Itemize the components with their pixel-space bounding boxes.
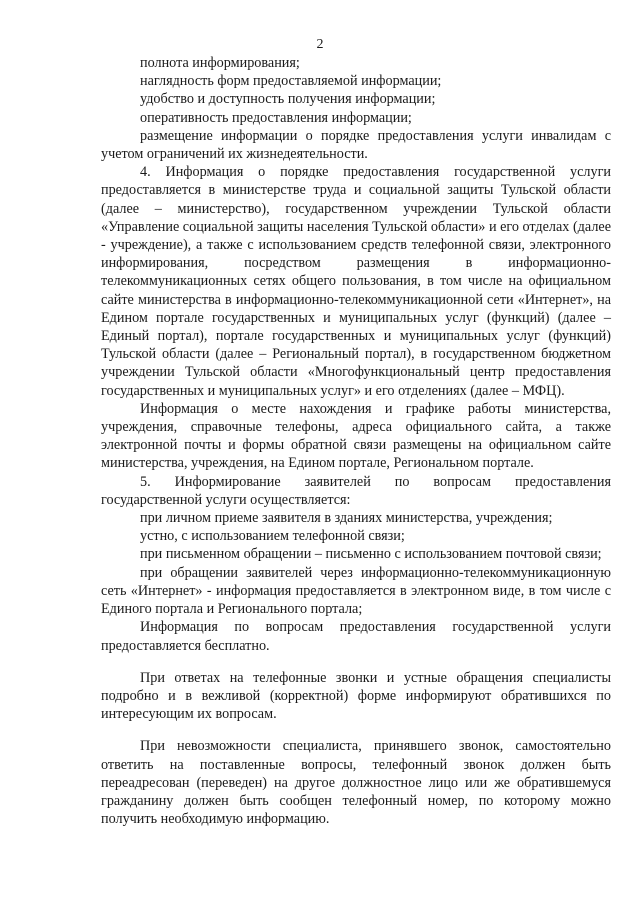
page-number: 2 xyxy=(316,37,324,52)
list-item: полнота информирования; xyxy=(140,55,300,71)
list-item: наглядность форм предоставляемой информации; xyxy=(140,73,442,90)
paragraph: При ответах на телефонные звонки и устные обращения специалисты подробно и в вежливой (корректной) форме информируют обратившихся по интересующим их вопросам. xyxy=(101,669,611,723)
paragraph: Информация по вопросам предоставления государственной услуги предоставляется бесплатно. xyxy=(101,619,611,654)
list-item: устно, с использованием телефонной связи; xyxy=(140,528,405,545)
document-body xyxy=(101,54,611,828)
paragraph: 4. Информация о порядке предоставления государственной услуги предоставляется в министерстве труда и социальной защиты Тульской области (далее – министерство), государственном учреждении Тульской области «Управление социальной защиты населения Тульской области» и его отделах (далее - учреждение), а также с использованием средств телефонной связи, электронного информирования, посредством размещения в информационно-телекоммуникационных сетях общего пользования, в том числе на официальном сайте министерства в информационно-телекоммуникационной сети «Интернет», на Едином портале государственных и муниципальных услуг (функций) (далее – Единый портал), портале государственных и муниципальных услуг (функций) Тульской области (далее – Региональный портал), в государственном бюджетном учреждении Тульской области «Многофункциональный центр предоставления государственных и муниципальных услуг» и его отделениях (далее – МФЦ). xyxy=(101,164,611,399)
paragraph: 5. Информирование заявителей по вопросам предоставления государственной услуги осуществляется: xyxy=(101,473,611,508)
list-item: размещение информации о порядке предоставления услуги инвалидам с учетом ограничений их жизнедеятельности. xyxy=(101,127,611,163)
list-item: при письменном обращении – письменно с использованием почтовой связи; xyxy=(140,546,602,563)
list-item: при обращении заявителей через информационно-телекоммуникационную сеть «Интернет» - информация предоставляется в электронном виде, в том числе с Единого портала и Регионального портала; xyxy=(101,564,611,618)
list-item: удобство и доступность получения информации; xyxy=(140,91,436,108)
list-item: при личном приеме заявителя в зданиях министерства, учреждения; xyxy=(140,510,553,527)
paragraph: Информация о месте нахождения и графике работы министерства, учреждения, справочные телефоны, адреса официального сайта, а также электронной почты и формы обратной связи размещены на официальном сайте министерства, учреждения, на Едином портале, Региональном портале. xyxy=(101,400,611,472)
list-item: оперативность предоставления информации; xyxy=(140,109,412,126)
paragraph: При невозможности специалиста, принявшего звонок, самостоятельно ответить на поставленные вопросы, телефонный звонок должен быть переадресован (переведен) на другое должностное лицо или же обратившемуся гражданину должен быть сообщен телефонный номер, по которому можно получить необходимую информацию. xyxy=(101,738,611,828)
